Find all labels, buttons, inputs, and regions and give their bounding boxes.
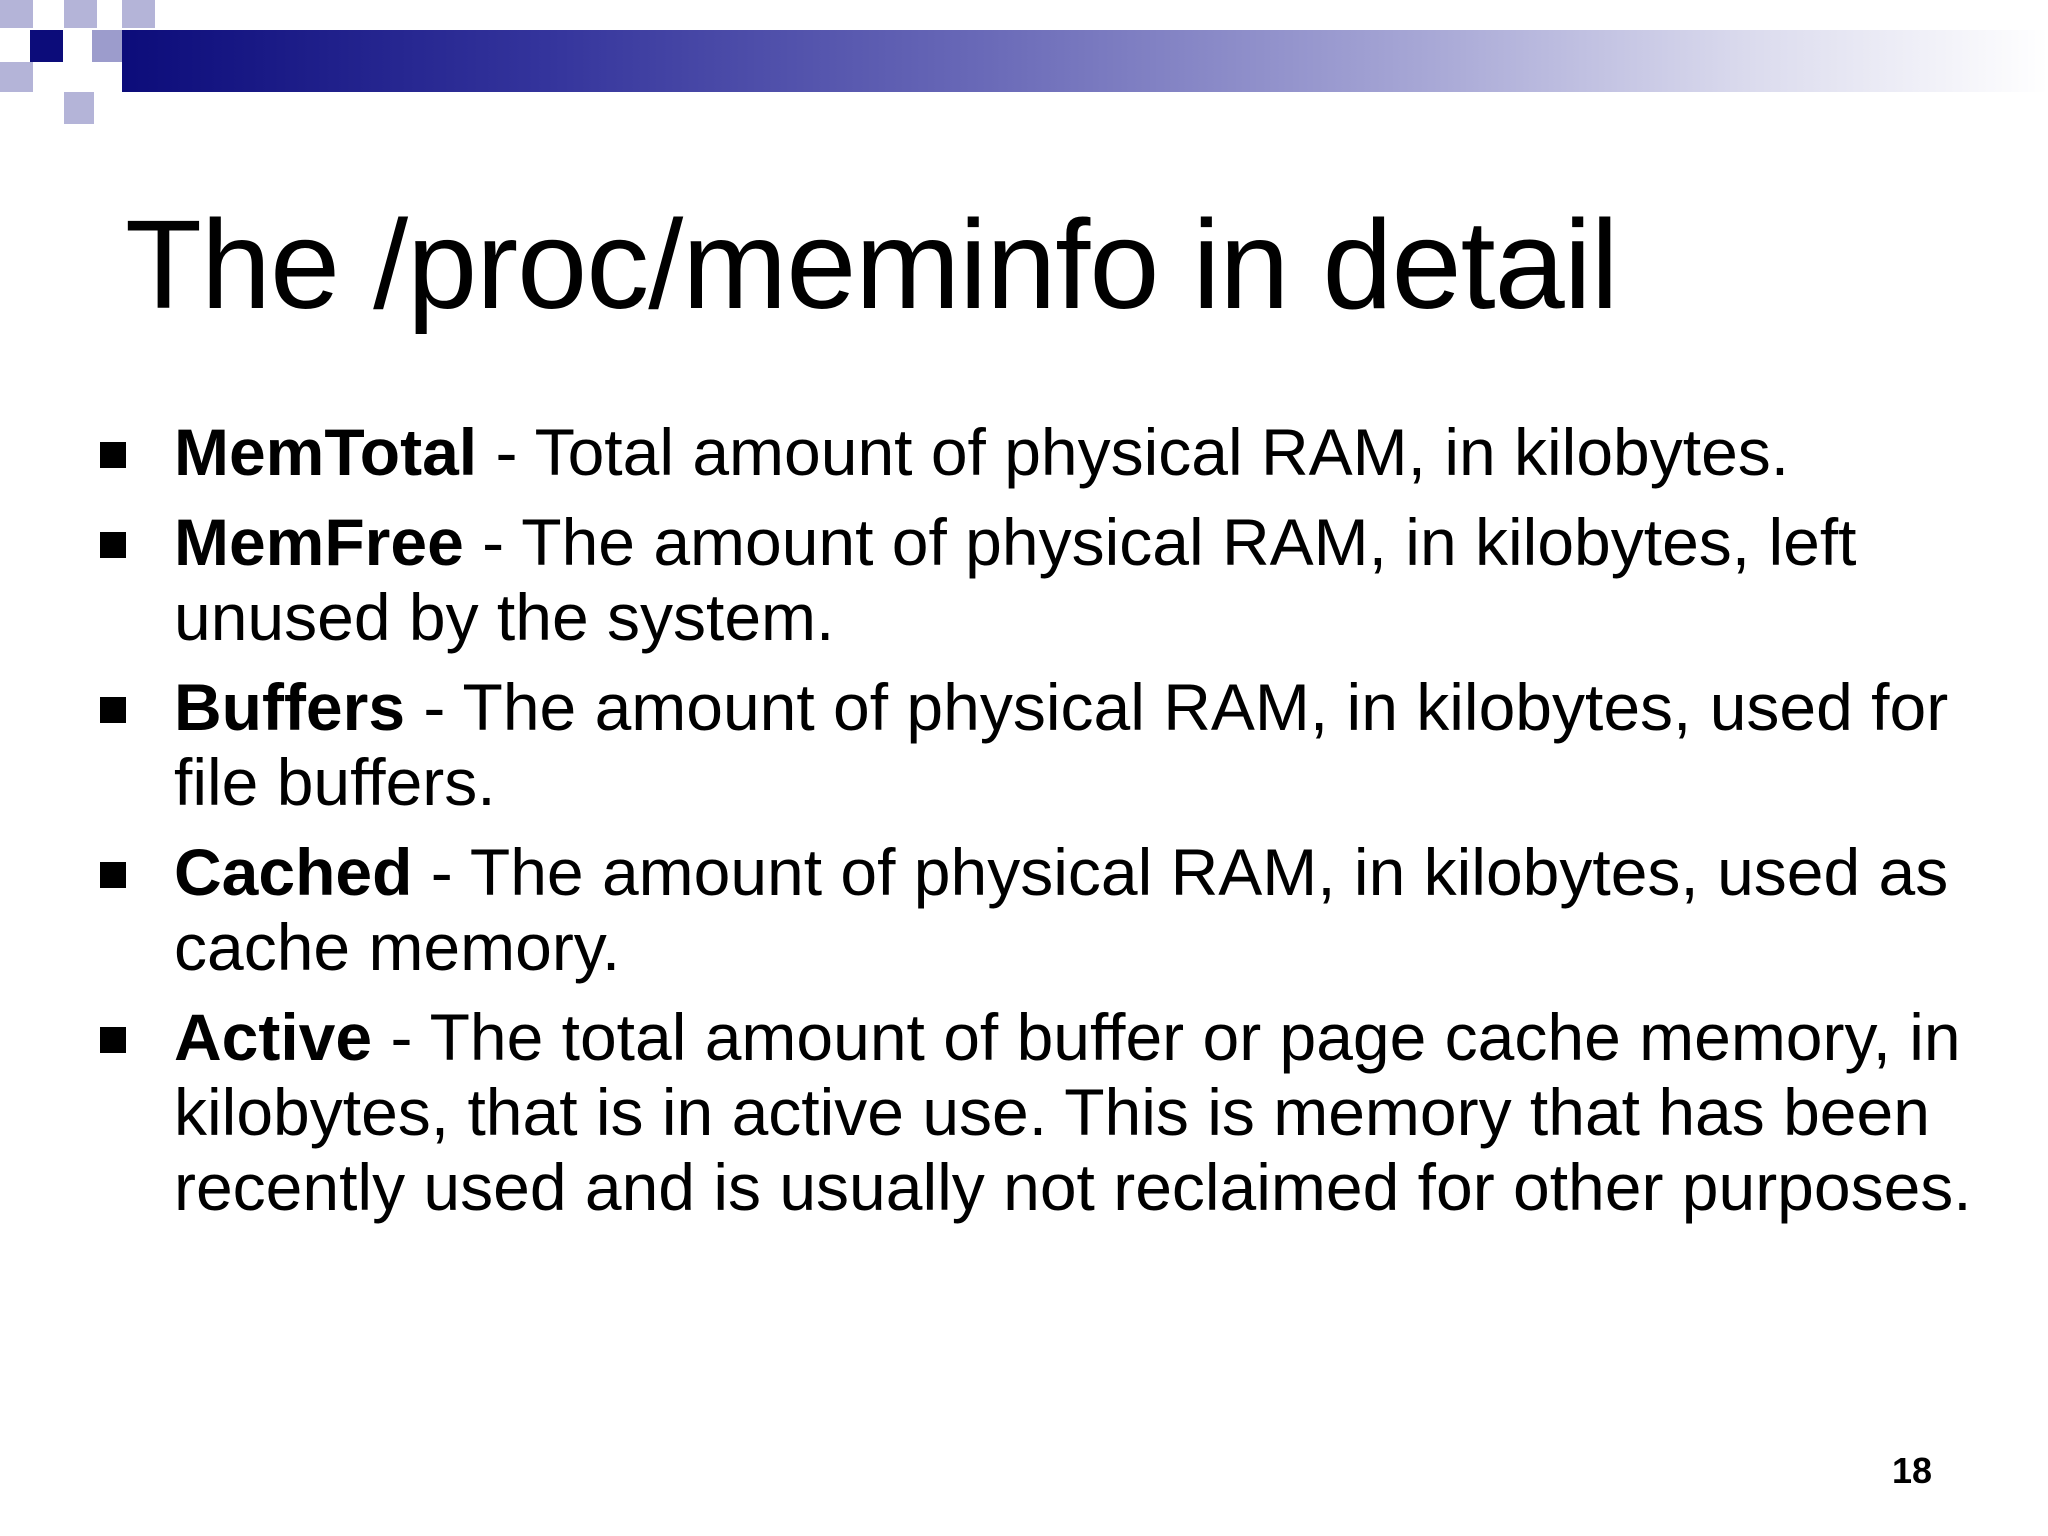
bullet-separator: - xyxy=(372,1000,430,1074)
header-decor-square xyxy=(30,30,63,62)
header-gradient-bar xyxy=(122,30,2048,92)
bullet-text: The amount of physical RAM, in kilobytes, used for file buffers. xyxy=(174,670,1949,819)
bullet-item-active xyxy=(100,1000,1980,1225)
header-decor-square xyxy=(0,0,33,28)
bullet-item-memfree xyxy=(100,505,1980,655)
bullet-item-memtotal xyxy=(100,415,1980,490)
bullet-term: Active xyxy=(174,1000,373,1074)
bullet-separator: - xyxy=(477,415,535,489)
header-decor-square xyxy=(64,92,94,124)
square-bullet-icon xyxy=(100,862,126,888)
bullet-item-cached xyxy=(100,835,1980,985)
bullet-text: Total amount of physical RAM, in kilobytes. xyxy=(534,415,1790,489)
bullet-term: Buffers xyxy=(174,670,406,744)
bullet-item-buffers xyxy=(100,670,1980,820)
bullet-text: The amount of physical RAM, in kilobytes, used as cache memory. xyxy=(174,835,1949,984)
bullet-text: The amount of physical RAM, in kilobytes, left unused by the system. xyxy=(174,505,1857,654)
square-bullet-icon xyxy=(100,697,126,723)
bullet-separator: - xyxy=(463,505,522,579)
slide-title: The /proc/meminfo in detail xyxy=(125,194,1618,335)
bullet-separator: - xyxy=(412,835,470,909)
bullet-list xyxy=(100,415,1980,1240)
bullet-separator: - xyxy=(405,670,463,744)
header-decor-square xyxy=(0,62,33,92)
square-bullet-icon xyxy=(100,442,126,468)
header-decor-square xyxy=(122,0,155,28)
bullet-term: Cached xyxy=(174,835,413,909)
square-bullet-icon xyxy=(100,1027,126,1053)
page-number: 18 xyxy=(1891,1450,1932,1491)
bullet-term: MemFree xyxy=(174,505,464,579)
bullet-term: MemTotal xyxy=(174,415,478,489)
header-decor-square xyxy=(92,30,122,62)
header-decor-square xyxy=(64,0,97,28)
bullet-text: The total amount of buffer or page cache memory, in kilobytes, that is in active use. This is memory that has been recently used and is usually not reclaimed for other purposes. xyxy=(174,1000,1972,1224)
square-bullet-icon xyxy=(100,532,126,558)
